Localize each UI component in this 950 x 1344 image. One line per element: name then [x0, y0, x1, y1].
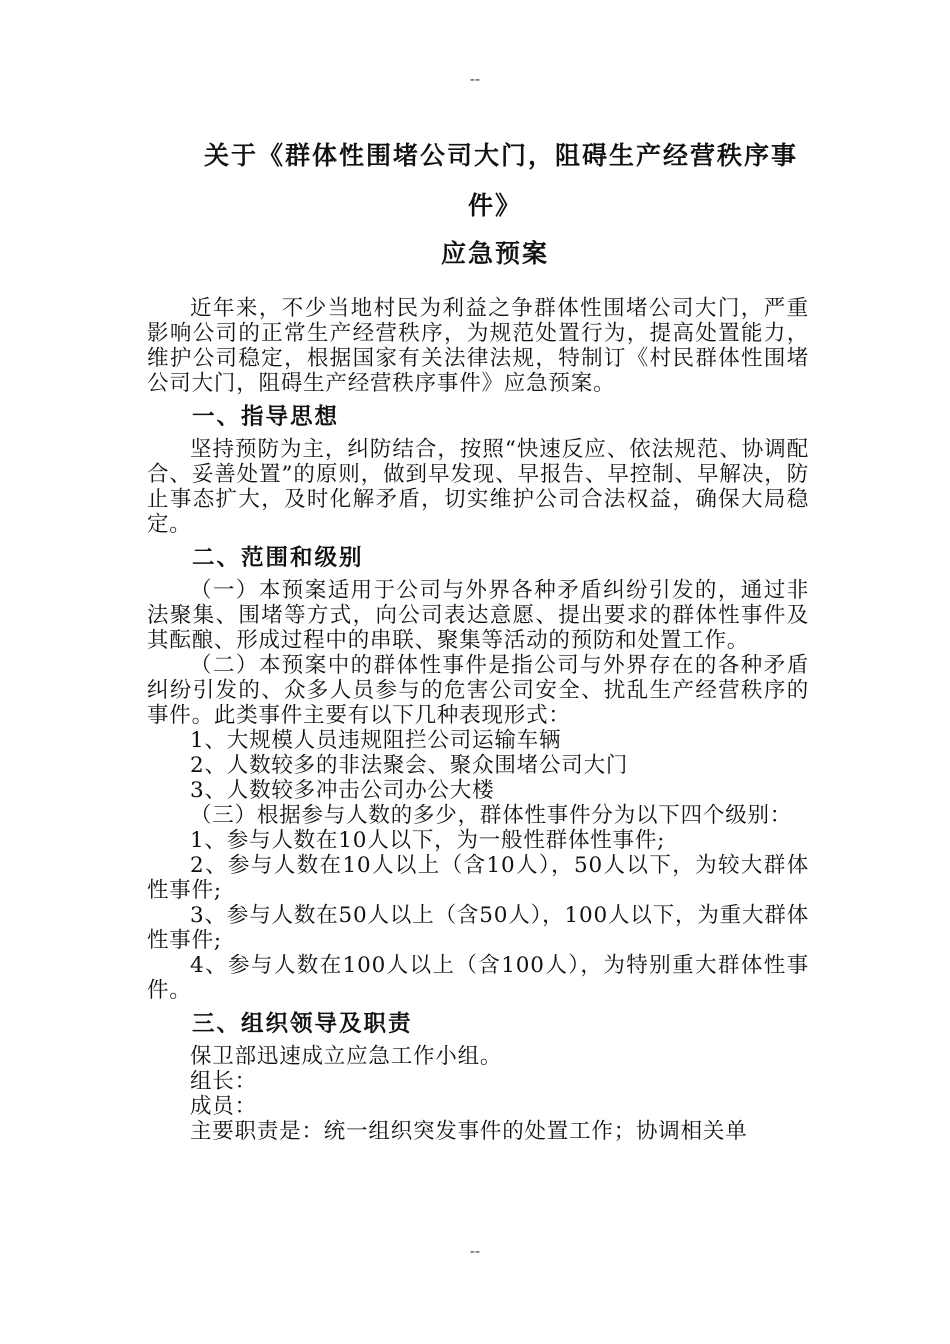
page-footer-marker: --	[469, 1242, 481, 1260]
section-heading-scope-and-level: 二、范围和级别	[192, 545, 364, 571]
section3-line: 组长：	[190, 1069, 257, 1094]
section2-paragraph-3: （三）根据参与人数的多少，群体性事件分为以下四个级别：	[190, 803, 793, 828]
section3-line: 主要职责是：统一组织突发事件的处置工作；协调相关单	[190, 1119, 748, 1144]
section1-paragraph: 坚持预防为主，纠防结合，按照“快速反应、依法规范、协调配合、妥善处置”的原则，做到早发现、早报告、早控制、早解决，防止事态扩大，及时化解矛盾，切实维护公司合法权益，确保大局稳定。	[147, 437, 809, 537]
document-title-line-1: 关于《群体性围堵公司大门，阻碍生产经营秩序事	[203, 141, 798, 170]
intro-paragraph: 近年来，不少当地村民为利益之争群体性围堵公司大门，严重影响公司的正常生产经营秩序，为规范处置行为，提高处置能力，维护公司稳定，根据国家有关法律法规，特制订《村民群体性围堵公司大门，阻碍生产经营秩序事件》应急预案。	[147, 296, 809, 396]
form-item: 3、人数较多冲击公司办公大楼	[190, 778, 495, 803]
section-heading-organization: 三、组织领导及职责	[192, 1011, 413, 1037]
section3-line: 成员：	[190, 1094, 257, 1119]
section2-paragraph-1: （一）本预案适用于公司与外界各种矛盾纠纷引发的，通过非法聚集、围堵等方式，向公司表达意愿、提出要求的群体性事件及其酝酿、形成过程中的串联、聚集等活动的预防和处置工作。	[147, 578, 809, 653]
form-item: 2、人数较多的非法聚会、聚众围堵公司大门	[190, 753, 629, 778]
document-title-line-2: 件》	[467, 191, 522, 220]
level-item: 4、参与人数在100人以上（含100人），为特别重大群体性事件。	[147, 953, 809, 1003]
level-item: 2、参与人数在10人以上（含10人），50人以下，为较大群体性事件;	[147, 853, 809, 903]
section3-line: 保卫部迅速成立应急工作小组。	[190, 1044, 503, 1069]
section2-paragraph-2: （二）本预案中的群体性事件是指公司与外界存在的各种矛盾纠纷引发的、众多人员参与的危害公司安全、扰乱生产经营秩序的事件。此类事件主要有以下几种表现形式：	[147, 653, 809, 728]
form-item: 1、大规模人员违规阻拦公司运输车辆	[190, 728, 562, 753]
level-item: 1、参与人数在10人以下，为一般性群体性事件;	[190, 828, 666, 853]
document-subtitle: 应急预案	[440, 239, 549, 268]
page-header-marker: --	[469, 70, 481, 88]
level-item: 3、参与人数在50人以上（含50人），100人以下，为重大群体性事件;	[147, 903, 809, 953]
document-body	[147, 296, 809, 1144]
section-heading-guiding-principle: 一、指导思想	[192, 404, 340, 430]
